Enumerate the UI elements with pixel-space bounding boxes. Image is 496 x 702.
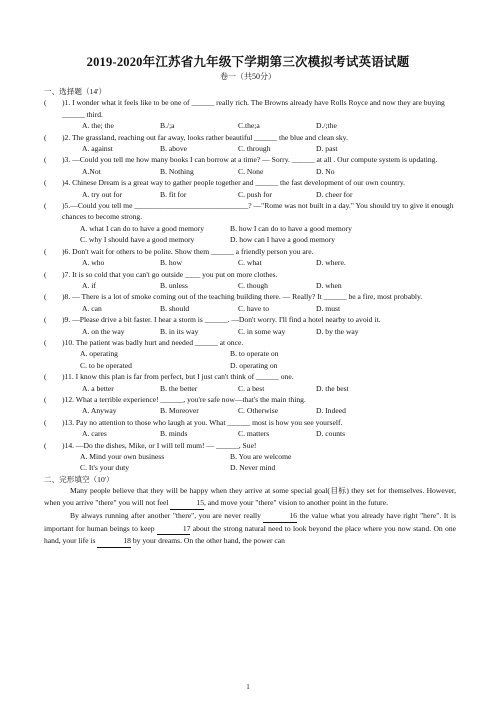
option-row [62, 280, 456, 291]
option-b: B./;a [160, 121, 175, 131]
option-c: C. why I should have a good memory [80, 235, 195, 245]
option-d: D. how can I have a good memory [230, 235, 336, 245]
option-c: C. have to [238, 303, 270, 313]
answer-paren[interactable]: ( [44, 440, 47, 450]
passage-paragraph-2 [44, 510, 456, 548]
question-stem: )4. Chinese Dream is a great way to gather people together and ______ the fast development of our own country. [62, 178, 406, 188]
question-stem: )11. I know this plan is far from perfect, but I just can't think of ______ one. [62, 372, 294, 382]
option-row [62, 189, 456, 200]
option-row [62, 360, 456, 371]
answer-paren[interactable]: ( [44, 417, 47, 427]
answer-paren[interactable]: ( [44, 246, 47, 256]
question-item [44, 314, 456, 337]
question-list [44, 97, 456, 473]
question-item [44, 132, 456, 155]
answer-paren[interactable]: ( [44, 315, 47, 325]
blank-17: 17 [157, 523, 191, 536]
option-c: C.the;a [238, 121, 260, 131]
question-item [44, 417, 456, 440]
passage-text: the value what you already have right "here". It is important for human beings to keep [44, 510, 456, 533]
answer-paren[interactable]: ( [44, 178, 47, 188]
question-stem: )12. What a terrible experience! ______, you're safe now—that's the main thing. [62, 394, 306, 404]
option-row [62, 405, 456, 416]
answer-paren[interactable]: ( [44, 98, 47, 108]
option-b: B. You are welcome [230, 452, 292, 461]
question-item [44, 291, 456, 314]
blank-15: 15 [170, 497, 204, 510]
option-row [62, 257, 456, 268]
question-stem: )14. —Do the dishes, Mike, or I will tell mum! — ______, Sue! [62, 440, 257, 450]
option-a: A. try out for [82, 189, 123, 199]
option-d: D. by the way [316, 326, 359, 336]
option-row [62, 451, 456, 462]
question-item [44, 200, 456, 246]
option-c: C. a best [238, 383, 265, 393]
question-item [44, 154, 456, 177]
option-d: D. Never mind [230, 463, 276, 473]
option-c: C. It's your duty [80, 463, 130, 473]
option-b: B. how [160, 258, 182, 268]
answer-paren[interactable]: ( [44, 394, 47, 404]
option-row [62, 348, 456, 359]
option-a: A. Mind your own business [80, 452, 165, 461]
option-a: A. against [82, 144, 113, 154]
question-stem: )5.—Could you tell me ______________________________? —"Rome was not built in a day." You should try to give it enough chances to become strong. [62, 201, 454, 222]
option-row [62, 223, 456, 234]
section-heading-choice: 一、选择题（14'） [44, 87, 107, 96]
option-d: D. where. [316, 258, 346, 268]
question-item [44, 246, 456, 269]
option-b: B. above [160, 144, 187, 154]
page-subtitle: 卷一（共50分） [220, 72, 276, 81]
blank-16: 16 [263, 510, 297, 523]
passage-text: By always running after another "there", you are never really [70, 510, 261, 520]
option-a: A. if [82, 280, 96, 290]
answer-paren[interactable]: ( [44, 372, 47, 382]
option-c: C. Otherwise [238, 406, 279, 416]
option-c: C. to be operated [80, 360, 132, 370]
option-a: A. a better [82, 383, 114, 393]
option-d: D. Indeed [316, 406, 346, 416]
answer-paren[interactable]: ( [44, 292, 47, 302]
option-row [62, 234, 456, 245]
question-stem: )6. Don't wait for others to be polite. Show them ______ a friendly person you are. [62, 246, 314, 256]
option-d: D. past [316, 144, 338, 154]
option-b: B. should [160, 303, 190, 313]
option-b: B. unless [160, 280, 188, 290]
option-d: D. No [316, 166, 335, 176]
answer-paren[interactable]: ( [44, 337, 47, 347]
question-stem: )8. — There is a lot of smoke coming out of the teaching building there. — Really? It ______ be a fire, most probably. [62, 292, 423, 302]
question-item [44, 394, 456, 417]
question-stem: )7. It is so cold that you can't go outside ____ you put on more clothes. [62, 269, 278, 279]
answer-paren[interactable]: ( [44, 201, 47, 211]
passage-text: , and move your "there" vision to another point in the future. [204, 498, 388, 508]
question-item [44, 440, 456, 474]
passage-text: by your dreams. On the other hand, the power can [132, 536, 285, 546]
option-a: A.Not [82, 166, 101, 176]
blank-18: 18 [97, 535, 131, 548]
option-b: B. in its way [160, 326, 199, 336]
option-b: B. Moreover [160, 406, 199, 416]
option-b: B. minds [160, 429, 188, 439]
option-a: A. can [82, 303, 102, 313]
option-a: A. operating [80, 349, 118, 359]
option-d: D. when [316, 280, 342, 290]
option-b: B. fit for [160, 189, 187, 199]
option-c: C. what [238, 258, 262, 268]
option-d: D. operating on [230, 360, 278, 370]
option-b: B. to operate on [230, 349, 279, 359]
answer-paren[interactable]: ( [44, 269, 47, 279]
option-d: D. counts [316, 429, 346, 439]
option-a: A. on the way [82, 326, 125, 336]
question-item [44, 337, 456, 371]
question-stem: )3. —Could you tell me how many books I can borrow at a time? — Sorry. ______ at all . Our compute system is updating. [62, 155, 438, 165]
passage-text: Many people believe that they will be happy when they arrive at some special goal(目标) they set for themselves. However, when you arrive "there" you will not feel [44, 486, 456, 508]
option-row [62, 383, 456, 394]
option-row [62, 166, 456, 177]
option-c: C. though [238, 280, 268, 290]
option-c: C. None [238, 166, 264, 176]
option-d: D. must [316, 303, 341, 313]
question-item [44, 269, 456, 292]
page-number: 1 [246, 683, 250, 691]
question-item [44, 177, 456, 200]
question-item [44, 97, 456, 131]
question-item [44, 371, 456, 394]
option-d: D. cheer for [316, 189, 353, 199]
exam-content [44, 86, 456, 548]
option-c: C. push for [238, 189, 272, 199]
question-stem: )1. I wonder what it feels like to be one of ______ really rich. The Browns already have Rolls Royce and now they are buying ______ third. [62, 98, 445, 119]
option-b: B. how I can do to have a good memory [230, 223, 352, 233]
option-c: C. through [238, 144, 271, 154]
passage-text: about the strong natural need to look beyond the place where you now stand. On one hand, your life is [44, 523, 456, 546]
section-heading-cloze: 二、完形填空（10'） [44, 474, 114, 484]
option-b: B. Nothing [160, 166, 194, 176]
option-a: A. what I can do to have a good memory [80, 223, 204, 233]
option-row [62, 326, 456, 337]
answer-paren[interactable]: ( [44, 132, 47, 142]
option-c: C. in some way [238, 326, 286, 336]
option-row [62, 120, 456, 131]
option-d: D./;the [316, 121, 337, 131]
option-c: C. matters [238, 429, 270, 439]
option-d: D. the best [316, 383, 349, 393]
question-stem: )2. The grassland, reaching out far away, looks rather beautiful ______ the blue and clean sky. [62, 132, 348, 142]
question-stem: )9. —Please drive a bit faster. I hear a storm is ______. —Don't worry. I'll find a hotel nearby to avoid it. [62, 315, 381, 325]
question-stem: )10. The patient was badly hurt and needed ______ at once. [62, 337, 244, 347]
option-row [62, 303, 456, 314]
option-a: A. the; the [82, 121, 114, 131]
option-row [62, 143, 456, 154]
option-b: B. the better [160, 383, 198, 393]
option-a: A. who [82, 258, 105, 268]
passage-paragraph-1 [44, 485, 456, 510]
option-row [62, 428, 456, 439]
option-row [62, 462, 456, 473]
answer-paren[interactable]: ( [44, 155, 47, 165]
page-title: 2019-2020年江苏省九年级下学期第三次模拟考试英语试题 [86, 55, 410, 69]
option-a: A. Anyway [82, 406, 117, 416]
question-stem: )13. Pay no attention to those who laugh at you. What ______ most is how you see yourself. [62, 417, 343, 427]
option-a: A. cares [82, 429, 107, 439]
